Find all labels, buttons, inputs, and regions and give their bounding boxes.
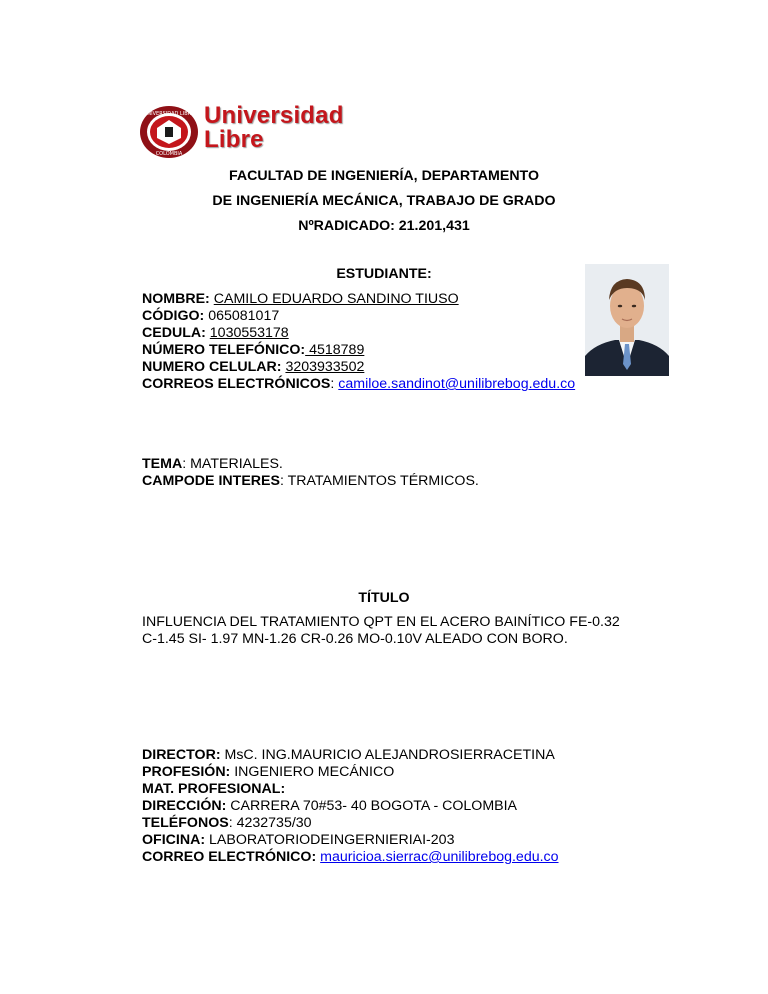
student-code-value: 065081017 <box>208 308 280 324</box>
seal-top-text: UNIVERSIDAD LIBRE <box>143 111 195 117</box>
student-email-row: CORREOS ELECTRÓNICOS: camiloe.sandinot@unilibrebog.edu.co <box>142 376 576 392</box>
mat-profesional-row <box>142 781 285 798</box>
director-email-label: CORREO ELECTRÓNICO: <box>142 849 317 865</box>
office-row <box>142 832 454 849</box>
student-phone-label: NÚMERO TELEFÓNICO: <box>142 342 306 358</box>
mat-profesional-label: MAT. PROFESIONAL: <box>142 781 286 797</box>
address-row <box>142 798 517 815</box>
student-phone-value: 4518789 <box>305 342 365 358</box>
student-heading: ESTUDIANTE: <box>336 266 432 282</box>
radicado: NºRADICADO: 21.201,431 <box>298 218 470 234</box>
profession-value: INGENIERO MECÁNICO <box>230 764 395 780</box>
student-cell-row <box>142 359 364 376</box>
student-id-row <box>142 325 289 342</box>
logo-wordmark <box>204 104 344 152</box>
director-email-row <box>142 849 559 866</box>
profession-row <box>142 764 394 781</box>
director-email-link[interactable]: mauricioa.sierrac@unilibrebog.edu.co <box>320 849 559 865</box>
student-name-label: NOMBRE: <box>142 291 210 307</box>
title-line-1: INFLUENCIA DEL TRATAMIENTO QPT EN EL ACERO BAINÍTICO FE-0.32 <box>142 614 620 630</box>
student-id-label: CEDULA: <box>142 325 206 341</box>
student-email-link[interactable]: camiloe.sandinot@unilibrebog.edu.co <box>338 376 576 392</box>
seal-bottom-text: COLOMBIA <box>155 151 183 157</box>
profession-label: PROFESIÓN: <box>142 764 231 780</box>
director-value: MsC. ING.MAURICIO ALEJANDROSIERRACETINA <box>220 747 555 763</box>
office-value: LABORATORIODEINGERNIERIAI-203 <box>205 832 455 848</box>
student-cell-label: NUMERO CELULAR: <box>142 359 282 375</box>
university-logo <box>138 104 348 160</box>
student-name-row <box>142 291 459 308</box>
person-portrait-icon <box>585 264 669 376</box>
campo-row <box>142 473 479 490</box>
director-row <box>142 747 555 764</box>
campo-label: CAMPODE INTERES <box>142 473 280 489</box>
phones-label: TELÉFONOS <box>142 815 229 831</box>
phones-row <box>142 815 312 832</box>
student-name-value: CAMILO EDUARDO SANDINO TIUSO <box>213 291 459 307</box>
student-email-label: CORREOS ELECTRÓNICOS <box>142 376 331 392</box>
title-line-2: C-1.45 SI- 1.97 MN-1.26 CR-0.26 MO-0.10V ALEADO CON BORO. <box>142 631 568 647</box>
address-value: CARRERA 70#53- 40 BOGOTA - COLOMBIA <box>226 798 518 814</box>
director-label: DIRECTOR: <box>142 747 221 763</box>
phones-value: : 4232735/30 <box>228 815 312 831</box>
header-line-2: DE INGENIERÍA MECÁNICA, TRABAJO DE GRADO <box>212 193 556 209</box>
student-code-row <box>142 308 279 325</box>
title-heading: TÍTULO <box>358 590 410 606</box>
tema-label: TEMA <box>142 456 183 472</box>
tema-row <box>142 456 283 473</box>
university-seal-icon <box>138 104 200 160</box>
student-id-value: 1030553178 <box>209 325 289 341</box>
logo-line-1: Universidad <box>204 102 344 129</box>
office-label: OFICINA: <box>142 832 206 848</box>
tema-value: : MATERIALES. <box>182 456 283 472</box>
student-phone-row <box>142 342 364 359</box>
student-photo <box>585 264 669 376</box>
student-cell-value: 3203933502 <box>285 359 365 375</box>
logo-line-2: Libre <box>204 126 264 153</box>
address-label: DIRECCIÓN: <box>142 798 227 814</box>
student-code-label: CÓDIGO: <box>142 308 205 324</box>
campo-value: : TRATAMIENTOS TÉRMICOS. <box>279 473 479 489</box>
header-line-1: FACULTAD DE INGENIERÍA, DEPARTAMENTO <box>228 168 540 184</box>
